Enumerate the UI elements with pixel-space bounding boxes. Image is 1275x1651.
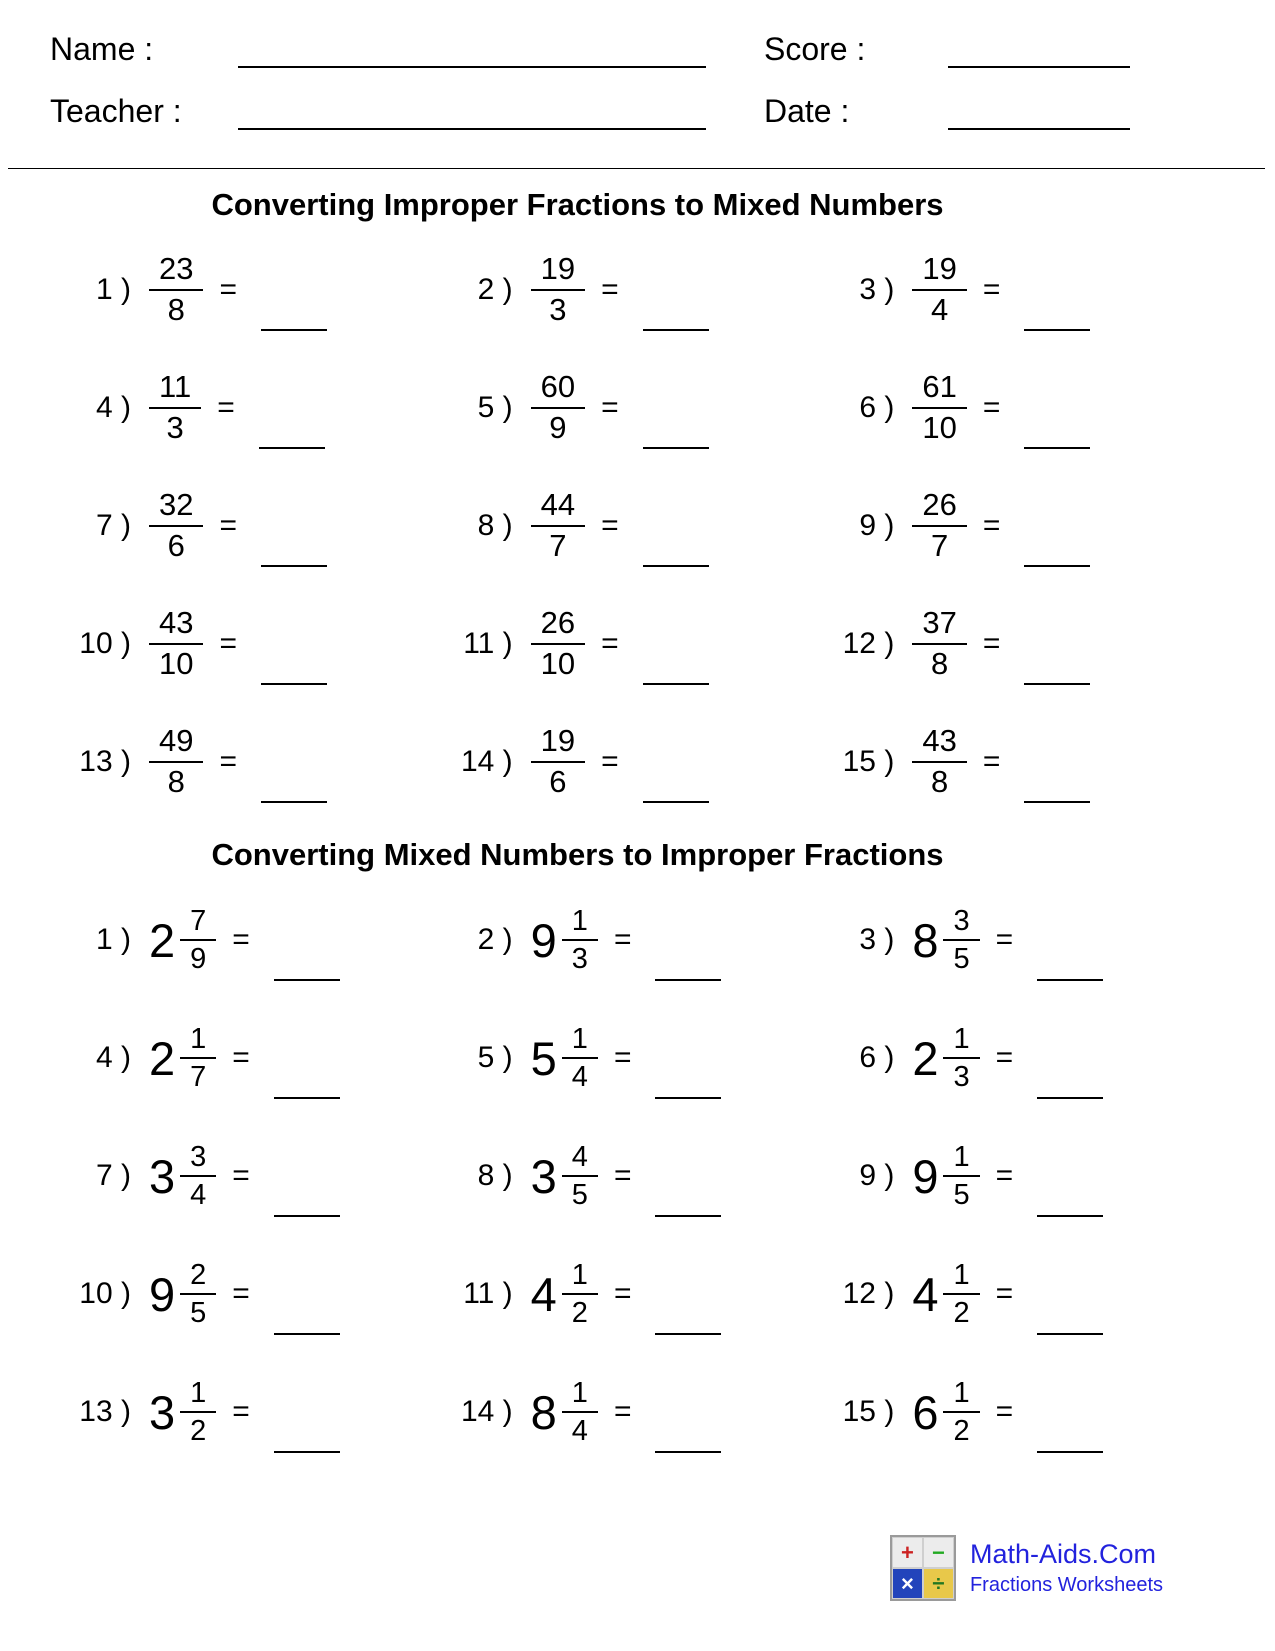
multiply-icon: × [893, 1569, 922, 1598]
fraction-numerator: 1 [571, 1022, 588, 1055]
problem-number: 4 ) [95, 391, 131, 424]
fraction-numerator: 19 [922, 251, 957, 287]
equals-sign: = [613, 1395, 632, 1428]
fraction-denominator: 8 [912, 643, 966, 684]
equals-sign: = [219, 627, 238, 660]
fraction-denominator: 8 [149, 761, 203, 802]
footer [890, 1535, 1163, 1601]
problem-number: 2 ) [477, 273, 513, 306]
fraction-numerator: 1 [571, 904, 588, 937]
problem [427, 1353, 809, 1471]
improper-fraction [912, 486, 966, 566]
mixed-fraction [943, 1375, 979, 1450]
equals-sign: = [613, 1041, 632, 1074]
problem [427, 881, 809, 999]
improper-fraction [912, 368, 966, 448]
problem [427, 1235, 809, 1353]
fraction-numerator: 19 [540, 723, 576, 759]
answer-blank[interactable] [1024, 801, 1090, 803]
header-row-2 [50, 92, 1275, 130]
fraction-denominator: 5 [180, 1293, 216, 1331]
problem-number: 14 ) [460, 1395, 513, 1428]
problem [427, 1117, 809, 1235]
answer-blank[interactable] [261, 329, 327, 331]
fraction-numerator: 19 [540, 251, 576, 287]
fraction-denominator: 10 [149, 643, 203, 684]
fraction-denominator: 7 [912, 525, 966, 566]
problem-number: 1 ) [95, 273, 131, 306]
worksheet-type-label: Fractions Worksheets [969, 1574, 1163, 1596]
whole-number: 3 [530, 1149, 557, 1203]
problem-number: 9 ) [859, 509, 895, 542]
equals-sign: = [982, 627, 1001, 660]
fraction-denominator: 5 [562, 1175, 598, 1213]
fraction-denominator: 10 [912, 407, 966, 448]
improper-fraction [149, 604, 203, 684]
mixed-fraction [943, 1139, 979, 1214]
fraction-denominator: 2 [943, 1293, 979, 1331]
mixed-fraction [180, 1375, 216, 1450]
problem-number: 1 ) [95, 923, 131, 956]
equals-sign: = [219, 273, 238, 306]
footer-text [970, 1539, 1163, 1597]
problem-number: 6 ) [859, 391, 895, 424]
problem [427, 585, 809, 703]
problem [808, 881, 1190, 999]
problem-number: 5 ) [477, 391, 513, 424]
answer-blank[interactable] [274, 979, 340, 981]
fraction-denominator: 2 [180, 1411, 216, 1449]
mixed-fraction [562, 1375, 598, 1450]
fraction-numerator: 32 [159, 487, 194, 523]
fraction-denominator: 6 [149, 525, 203, 566]
problem-number: 8 ) [477, 1159, 513, 1192]
fraction-denominator: 3 [149, 407, 201, 448]
fraction-denominator: 3 [943, 1057, 979, 1095]
answer-blank[interactable] [1024, 329, 1090, 331]
fraction-denominator: 2 [562, 1293, 598, 1331]
equals-sign: = [982, 391, 1001, 424]
fraction-numerator: 44 [540, 487, 576, 523]
section1-title: Converting Improper Fractions to Mixed Numbers [211, 187, 944, 222]
improper-fraction [149, 486, 203, 566]
fraction-denominator: 10 [531, 643, 585, 684]
answer-blank[interactable] [274, 1333, 340, 1335]
fraction-numerator: 1 [571, 1376, 588, 1409]
whole-number: 4 [530, 1267, 557, 1321]
equals-sign: = [613, 1159, 632, 1192]
fraction-numerator: 1 [190, 1376, 207, 1409]
problem [45, 1117, 427, 1235]
answer-blank[interactable] [1037, 1097, 1103, 1099]
problem [45, 1235, 427, 1353]
whole-number: 2 [149, 913, 176, 967]
answer-blank[interactable] [274, 1215, 340, 1217]
answer-blank[interactable] [1037, 979, 1103, 981]
fraction-numerator: 1 [571, 1258, 588, 1291]
improper-fraction [149, 250, 203, 330]
improper-fraction [149, 368, 201, 448]
mixed-fraction [943, 1021, 979, 1096]
improper-fraction [912, 722, 966, 802]
answer-blank[interactable] [259, 447, 325, 449]
equals-sign: = [601, 509, 619, 542]
equals-sign: = [601, 391, 619, 424]
answer-blank[interactable] [655, 1215, 721, 1217]
problem-number: 6 ) [859, 1041, 895, 1074]
score-label: Score : [764, 31, 866, 68]
minus-icon: − [924, 1538, 953, 1567]
answer-blank[interactable] [655, 1451, 721, 1453]
problem [45, 467, 427, 585]
problem-number: 10 ) [79, 627, 131, 660]
mixed-fraction [180, 1139, 216, 1214]
problem [808, 1353, 1190, 1471]
answer-blank[interactable] [261, 801, 327, 803]
section1-problems [0, 231, 1275, 821]
whole-number: 4 [912, 1267, 939, 1321]
answer-blank[interactable] [655, 1097, 721, 1099]
section2-problems [0, 881, 1275, 1471]
mixed-fraction [562, 903, 598, 978]
mixed-fraction [180, 1257, 216, 1332]
whole-number: 2 [912, 1031, 939, 1085]
problem [808, 585, 1190, 703]
equals-sign: = [232, 1159, 250, 1192]
answer-blank[interactable] [643, 565, 709, 567]
fraction-numerator: 11 [159, 369, 192, 405]
fraction-numerator: 60 [540, 369, 576, 405]
problem [45, 349, 427, 467]
whole-number: 9 [149, 1267, 176, 1321]
problem-number: 3 ) [859, 273, 895, 306]
fraction-denominator: 4 [562, 1411, 598, 1449]
problem [427, 467, 809, 585]
name-label: Name : [50, 31, 154, 68]
whole-number: 6 [912, 1385, 939, 1439]
answer-blank[interactable] [1024, 565, 1090, 567]
equals-sign: = [232, 1041, 250, 1074]
answer-blank[interactable] [261, 683, 327, 685]
equals-sign: = [995, 1159, 1014, 1192]
equals-sign: = [995, 1041, 1014, 1074]
mixed-fraction [562, 1257, 598, 1332]
date-field-line[interactable] [948, 92, 1130, 130]
header-divider [8, 168, 1265, 169]
answer-blank[interactable] [261, 565, 327, 567]
equals-sign: = [995, 1277, 1014, 1310]
fraction-numerator: 1 [953, 1258, 970, 1291]
equals-sign: = [982, 745, 1001, 778]
problem-number: 4 ) [95, 1041, 131, 1074]
equals-sign: = [982, 509, 1001, 542]
divide-icon: ÷ [924, 1569, 953, 1598]
problem-number: 3 ) [859, 923, 895, 956]
equals-sign: = [995, 1395, 1014, 1428]
problem [808, 1235, 1190, 1353]
fraction-denominator: 4 [562, 1057, 598, 1095]
improper-fraction [912, 604, 966, 684]
answer-blank[interactable] [274, 1451, 340, 1453]
answer-blank[interactable] [655, 1333, 721, 1335]
problem [808, 999, 1190, 1117]
problem-number: 9 ) [859, 1159, 895, 1192]
fraction-numerator: 7 [190, 904, 207, 937]
fraction-numerator: 1 [953, 1140, 970, 1173]
improper-fraction [531, 368, 585, 448]
answer-blank[interactable] [1024, 683, 1090, 685]
equals-sign: = [601, 273, 619, 306]
equals-sign: = [601, 745, 619, 778]
fraction-numerator: 1 [953, 1022, 970, 1055]
problem [45, 881, 427, 999]
mixed-fraction [943, 903, 979, 978]
fraction-numerator: 37 [922, 605, 957, 641]
fraction-numerator: 43 [159, 605, 194, 641]
answer-blank[interactable] [1024, 447, 1090, 449]
fraction-denominator: 6 [531, 761, 585, 802]
answer-blank[interactable] [1037, 1333, 1103, 1335]
fraction-denominator: 7 [531, 525, 585, 566]
equals-sign: = [232, 1277, 250, 1310]
header [0, 0, 1275, 130]
problem [427, 231, 809, 349]
fraction-numerator: 3 [190, 1140, 207, 1173]
fraction-numerator: 61 [922, 369, 957, 405]
problem-number: 7 ) [95, 509, 131, 542]
fraction-denominator: 9 [531, 407, 585, 448]
answer-blank[interactable] [643, 683, 709, 685]
fraction-numerator: 23 [159, 251, 194, 287]
fraction-numerator: 3 [953, 904, 970, 937]
mixed-fraction [562, 1139, 598, 1214]
improper-fraction [531, 486, 585, 566]
problem [808, 703, 1190, 821]
mixed-fraction [562, 1021, 598, 1096]
problem [45, 1353, 427, 1471]
answer-blank[interactable] [274, 1097, 340, 1099]
problem-number: 15 ) [842, 1395, 895, 1428]
problem-number: 7 ) [95, 1159, 131, 1192]
fraction-numerator: 26 [922, 487, 957, 523]
fraction-numerator: 1 [953, 1376, 970, 1409]
whole-number: 9 [912, 1149, 939, 1203]
problem [427, 703, 809, 821]
fraction-numerator: 26 [540, 605, 576, 641]
equals-sign: = [613, 1277, 632, 1310]
problem [808, 467, 1190, 585]
equals-sign: = [219, 745, 238, 778]
problem-number: 12 ) [842, 627, 895, 660]
problem [808, 1117, 1190, 1235]
problem [45, 231, 427, 349]
answer-blank[interactable] [655, 979, 721, 981]
whole-number: 8 [530, 1385, 557, 1439]
name-field-line[interactable] [238, 30, 706, 68]
answer-blank[interactable] [643, 447, 709, 449]
answer-blank[interactable] [643, 329, 709, 331]
improper-fraction [531, 604, 585, 684]
improper-fraction [531, 250, 585, 330]
problem [427, 999, 809, 1117]
math-aids-logo [890, 1535, 956, 1601]
equals-sign: = [219, 509, 238, 542]
problem-number: 5 ) [477, 1041, 513, 1074]
fraction-denominator: 9 [180, 939, 216, 977]
answer-blank[interactable] [1037, 1215, 1103, 1217]
fraction-denominator: 3 [562, 939, 598, 977]
problem-number: 12 ) [842, 1277, 895, 1310]
problem-number: 13 ) [79, 1395, 131, 1428]
equals-sign: = [601, 627, 619, 660]
fraction-denominator: 3 [531, 289, 585, 330]
fraction-numerator: 4 [571, 1140, 588, 1173]
fraction-numerator: 43 [922, 723, 957, 759]
problem [45, 999, 427, 1117]
improper-fraction [149, 722, 203, 802]
mixed-fraction [180, 903, 216, 978]
problem-number: 13 ) [79, 745, 131, 778]
date-label: Date : [764, 93, 850, 130]
problem-number: 11 ) [463, 1277, 513, 1310]
whole-number: 3 [149, 1385, 176, 1439]
problem [45, 585, 427, 703]
problem [45, 703, 427, 821]
problem-number: 15 ) [842, 745, 895, 778]
equals-sign: = [613, 923, 632, 956]
equals-sign: = [232, 1395, 250, 1428]
equals-sign: = [995, 923, 1014, 956]
fraction-denominator: 8 [912, 761, 966, 802]
equals-sign: = [232, 923, 250, 956]
header-row-1 [50, 30, 1275, 68]
whole-number: 2 [149, 1031, 176, 1085]
fraction-denominator: 4 [912, 289, 966, 330]
answer-blank[interactable] [1037, 1451, 1103, 1453]
problem [427, 349, 809, 467]
fraction-numerator: 1 [190, 1022, 207, 1055]
score-field-line[interactable] [948, 30, 1130, 68]
fraction-denominator: 4 [180, 1175, 216, 1213]
fraction-numerator: 2 [190, 1258, 207, 1291]
whole-number: 8 [912, 913, 939, 967]
plus-icon: + [893, 1538, 922, 1567]
equals-sign: = [217, 391, 235, 424]
problem-number: 8 ) [477, 509, 513, 542]
problem [808, 231, 1190, 349]
problem-number: 10 ) [79, 1277, 131, 1310]
problem-number: 11 ) [463, 627, 513, 660]
mixed-fraction [943, 1257, 979, 1332]
fraction-denominator: 2 [943, 1411, 979, 1449]
teacher-field-line[interactable] [238, 92, 706, 130]
improper-fraction [912, 250, 966, 330]
whole-number: 5 [530, 1031, 557, 1085]
problem [808, 349, 1190, 467]
problem-number: 2 ) [477, 923, 513, 956]
improper-fraction [531, 722, 585, 802]
section2-title: Converting Mixed Numbers to Improper Fractions [211, 837, 944, 872]
fraction-denominator: 7 [180, 1057, 216, 1095]
fraction-numerator: 49 [159, 723, 194, 759]
answer-blank[interactable] [643, 801, 709, 803]
teacher-label: Teacher : [50, 93, 182, 130]
mixed-fraction [180, 1021, 216, 1096]
whole-number: 9 [530, 913, 557, 967]
fraction-denominator: 5 [943, 939, 979, 977]
fraction-denominator: 5 [943, 1175, 979, 1213]
equals-sign: = [982, 273, 1001, 306]
whole-number: 3 [149, 1149, 176, 1203]
site-name-link[interactable]: Math-Aids.Com [969, 1539, 1157, 1569]
problem-number: 14 ) [460, 745, 513, 778]
fraction-denominator: 8 [149, 289, 203, 330]
